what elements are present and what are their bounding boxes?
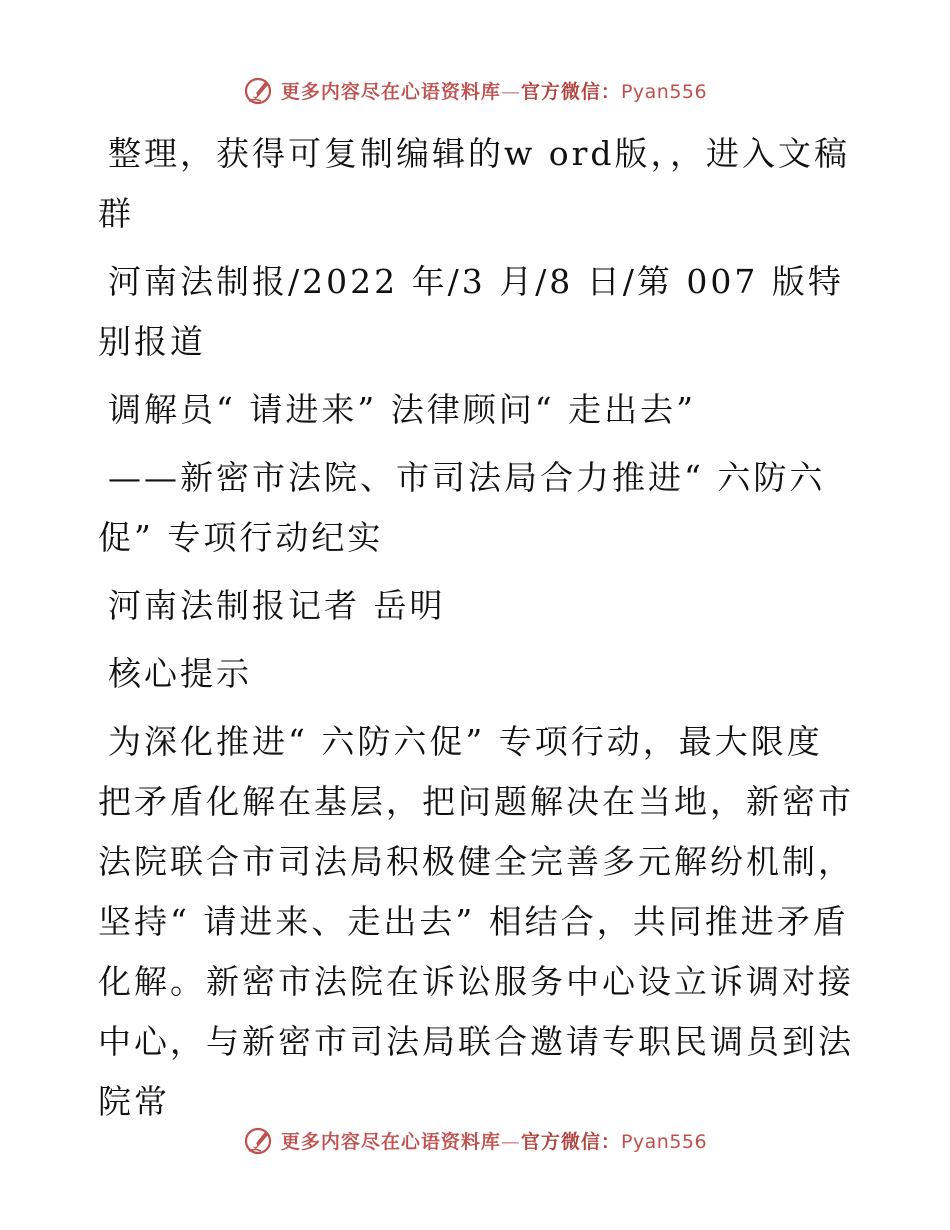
source-line: 河南法制报/2022 年/3 月/8 日/第 007 版特别报道 [98, 262, 844, 361]
footer-watermark-banner [0, 1120, 950, 1160]
header-watermark-banner [0, 70, 950, 110]
intro-line: 整理，获得可复制编辑的w ord版，，进入文稿群 [98, 134, 851, 233]
byline: 河南法制报记者 岳明 [108, 586, 446, 625]
article-subtitle: ——新密市法院、市司法局合力推进“ 六防六促” 专项行动纪实 [98, 458, 826, 557]
body-paragraph: 为深化推进“ 六防六促” 专项行动，最大限度把矛盾化解在基层，把问题解决在当地，新密市法院联合市司法局积极健全完善多元解纷机制，坚持“ 请进来、走出去” 相结合，共同推进矛盾化解。新密市法院在诉讼服务中心设立诉调对接中心，与新密市司法局联合邀请专职民调员到法院常 [98, 722, 854, 1121]
watermark-text: 更多内容尽在心语资料库—官方微信：Pyan556 [280, 1130, 708, 1153]
watermark-text: 更多内容尽在心语资料库—官方微信：Pyan556 [280, 80, 708, 103]
section-heading: 核心提示 [108, 654, 252, 693]
pen-nib-seal-icon [243, 74, 275, 106]
document-body [98, 124, 858, 1140]
pen-nib-seal-icon [243, 1124, 275, 1156]
article-title: 调解员“ 请进来” 法律顾问“ 走出去” [108, 390, 696, 429]
